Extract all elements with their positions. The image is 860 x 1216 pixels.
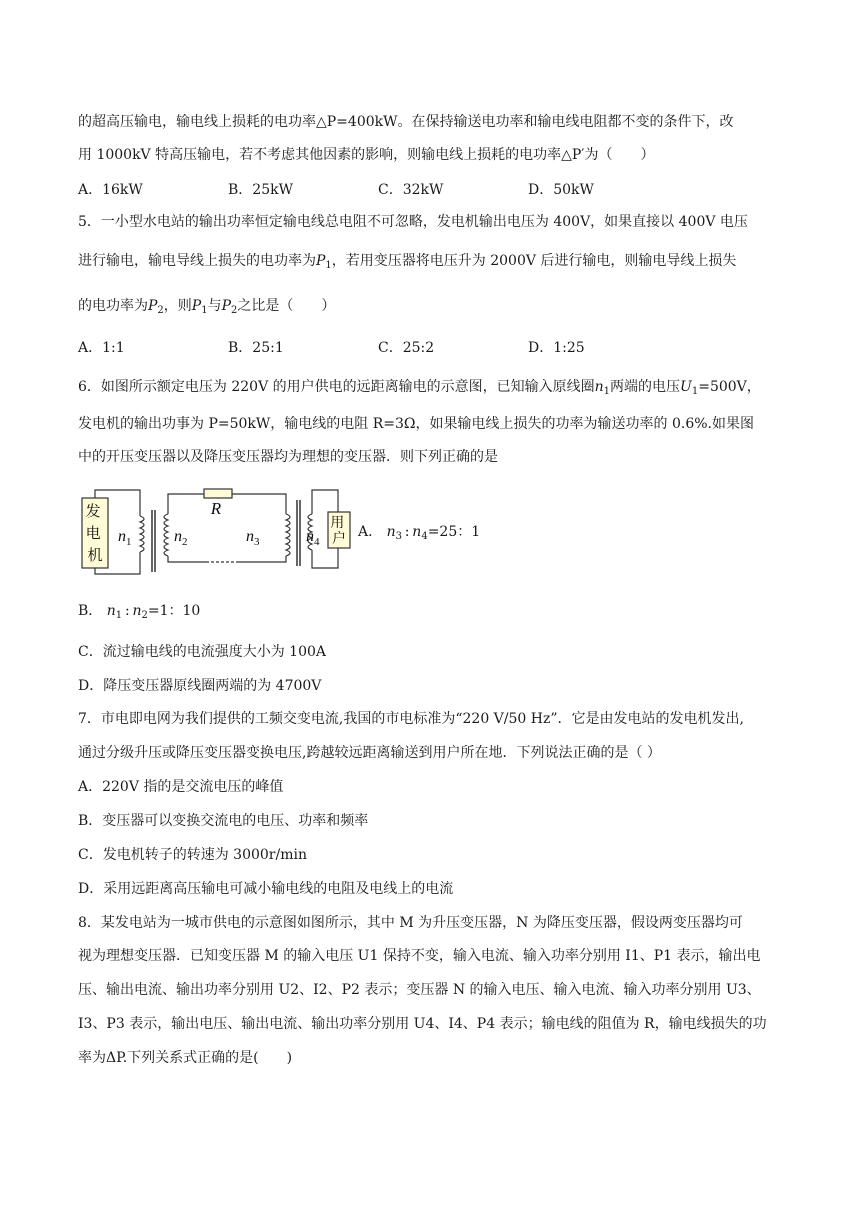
q5-line-3-d: 之比是（ ）: [237, 298, 336, 314]
coil-label-n1: $n_1$: [118, 528, 132, 548]
coil-label-n2: $n_2$: [174, 528, 188, 548]
q4-line-2: 用 1000kV 特高压输电，若不考虑其他因素的影响，则输电线上损耗的电功率△P′为（ ）: [78, 147, 655, 163]
q8-line-3: 压、输出电流、输出功率分别用 U2、I2、P2 表示；变压器 N 的输入电压、输入电流、输入功率分别用 U3、: [78, 982, 761, 998]
user-label: 用 户: [330, 516, 346, 547]
q6-option-b-value: =1：10: [147, 603, 201, 619]
generator-label: 发 电 机: [85, 504, 103, 564]
coil-n2: [164, 514, 168, 556]
q6-option-a: A． $n_3$ : $n_4=25$：1: [358, 524, 481, 542]
q6-option-c: C．流过输电线的电流强度大小为 100A: [78, 644, 326, 660]
q8-line-4: I3、P3 表示，输出电压、输出电流、输出功率分别用 U4、I4、P4 表示；输电线的阻值为 R，输电线损失的功: [78, 1016, 767, 1032]
q4-option-c: C．32kW: [378, 182, 444, 198]
q5-line-2: 进行输电，输电导线上损失的电功率为$P_1$，若用变压器将电压升为 2000V 后进行输电，则输电导线上损失: [78, 253, 737, 271]
q6-line-1-c: =500V，: [698, 379, 761, 395]
q6-line-1-a: 6．如图所示额定电压为 220V 的用户供电的远距离输电的示意图，已知输入原线圈: [78, 379, 595, 395]
resistor-r: [204, 489, 232, 498]
q8-line-2: 视为理想变压器．已知变压器 M 的输入电压 U1 保持不变，输入电流、输入功率分别用 I1、P1 表示，输出电: [78, 948, 761, 964]
q7-option-b: B．变压器可以变换交流电的电压、功率和频率: [78, 813, 369, 829]
q5-line-3-a: 的电功率为: [78, 298, 148, 314]
q7-option-d: D．采用远距离高压输电可减小输电线的电阻及电线上的电流: [78, 881, 454, 897]
coil-n3: [286, 514, 290, 556]
coil-label-n3: $n_3$: [246, 528, 260, 548]
q5-option-a: A．1:1: [78, 340, 125, 356]
q5-line-3-c: 与: [207, 298, 222, 314]
q6-line-1: 6．如图所示额定电压为 220V 的用户供电的远距离输电的示意图，已知输入原线圈$n_1$两端的电压$U_1=500V$，: [78, 379, 761, 397]
q5-line-2-end: ，若用变压器将电压升为 2000V 后进行输电，则输电导线上损失: [331, 253, 737, 269]
q4-option-b: B．25kW: [228, 182, 293, 198]
q8-line-5: 率为ΔP.下列关系式正确的是( ): [78, 1050, 293, 1066]
transmission-circuit-diagram: [76, 486, 356, 576]
q5-line-2-start: 进行输电，输电导线上损失的电功率为: [78, 253, 316, 269]
q5-line-3: 的电功率为$P_2$，则$P_1$与$P_2$之比是（ ）: [78, 298, 336, 316]
q7-line-2: 通过分级升压或降压变压器变换电压,跨越较远距离输送到用户所在地．下列说法正确的是（ ）: [78, 745, 661, 761]
q4-option-d: D．50kW: [528, 182, 594, 198]
q4-line-1: 的超高压输电，输电线上损耗的电功率△P=400kW。在保持输送电功率和输电线电阻都不变的条件下，改: [78, 114, 734, 130]
q6-option-a-value: =25：1: [427, 524, 481, 540]
q7-option-c: C．发电机转子的转速为 3000r/min: [78, 847, 307, 863]
resistor-label: R: [210, 499, 222, 518]
q6-option-d: D．降压变压器原线圈两端的为 4700V: [78, 678, 322, 694]
q6-option-a-prefix: A．: [358, 524, 383, 540]
q5-option-d: D．1:25: [528, 340, 585, 356]
q7-line-1: 7．市电即电网为我们提供的工频交变电流,我国的市电标准为“220 V/50 Hz”．它是由发电站的发电机发出,: [78, 711, 744, 727]
q6-line-3: 中的开压变压器以及降压变压器均为理想的变压器．则下列正确的是: [78, 449, 498, 465]
coil-label-n4: $n_4$: [306, 528, 320, 548]
q8-line-1: 8．某发电站为一城市供电的示意图如图所示，其中 M 为升压变压器，N 为降压变压器，假设两变压器均可: [78, 915, 743, 931]
q6-option-b: B． $n_1$ : $n_2=1$：10: [78, 603, 201, 621]
q7-option-a: A．220V 指的是交流电压的峰值: [78, 779, 284, 795]
q4-option-a: A．16kW: [78, 182, 143, 198]
q5-line-1: 5．一小型水电站的输出功率恒定输电线总电阻不可忽略，发电机输出电压为 400V，如果直接以 400V 电压: [78, 214, 748, 230]
q5-option-b: B．25:1: [228, 340, 284, 356]
q6-option-b-prefix: B．: [78, 603, 103, 619]
q6-line-1-b: 两端的电压: [610, 379, 681, 395]
q5-option-c: C．25:2: [378, 340, 435, 356]
q6-line-2: 发电机的输出功事为 P=50kW，输电线的电阻 R=3Ω，如果输电线上损失的功率为输送功率的 0.6%.如果图: [78, 416, 754, 432]
q5-line-3-b: ，则: [163, 298, 192, 314]
coil-n1: [140, 516, 144, 552]
